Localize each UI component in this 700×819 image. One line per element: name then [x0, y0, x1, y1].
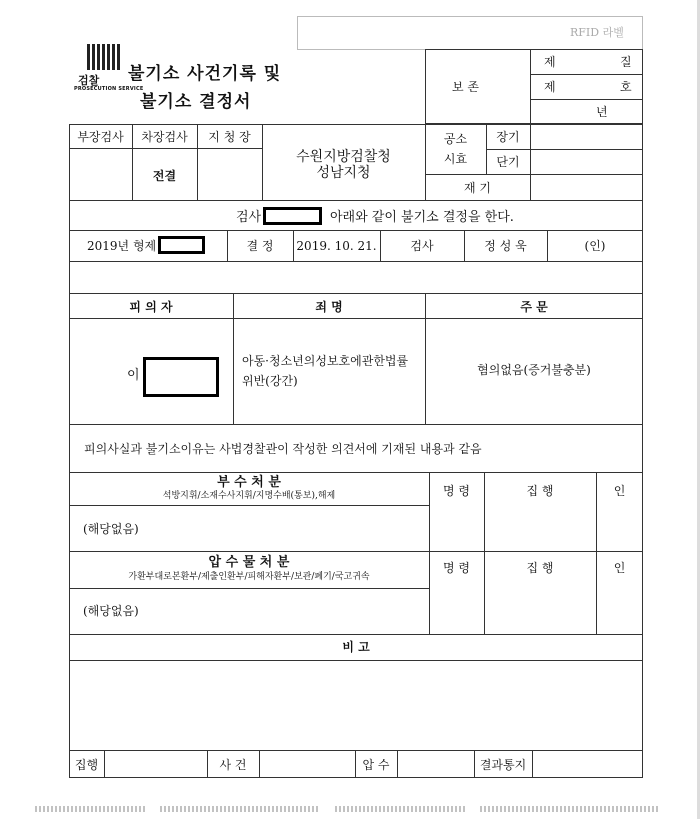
preservation-row2-right: 호	[620, 80, 632, 94]
office-name-line2: 성남지청	[316, 165, 371, 181]
decision-suffix: 아래와 같이 불기소 결정을 한다.	[330, 210, 514, 225]
case-number-prefix: 2019년 형제	[87, 239, 157, 253]
approval-header-deputy: 차장검사	[141, 130, 188, 144]
approval-header-branch: 지 청 장	[208, 130, 251, 144]
scan-artifact	[35, 806, 145, 812]
approval-header-chief: 부장검사	[77, 130, 124, 144]
prosecutor-seal: (인)	[584, 239, 606, 253]
prosecutor-name: 정 성 욱	[484, 239, 527, 253]
document-title-line1: 불기소 사건기록 및	[128, 64, 282, 84]
incidental-col-order: 명 령	[443, 484, 470, 498]
office-name-line1: 수원지방검찰청	[296, 149, 391, 165]
charge-line1: 아동·청소년의성보호에관한법률	[242, 354, 409, 368]
decision-date: 2019. 10. 21.	[296, 239, 377, 253]
header-charge: 죄 명	[315, 300, 343, 314]
seized-content: (해당없음)	[83, 604, 139, 618]
seized-title: 압 수 물 처 분	[208, 555, 290, 570]
prosecutor-redaction	[263, 207, 322, 225]
facts-note: 피의사실과 불기소이유는 사법경찰관이 작성한 의견서에 기재된 내용과 같음	[84, 442, 482, 456]
incidental-title: 부 수 처 분	[217, 475, 281, 490]
footer-result: 결과통지	[479, 758, 527, 772]
footer-seizure: 압 수	[362, 758, 390, 772]
disposition-value: 혐의없음(증거불충분)	[477, 363, 591, 377]
incidental-subtitle: 석방지휘/소재수사지휘/지명수배(통보),해제	[162, 491, 336, 501]
seized-col-seal: 인	[613, 561, 626, 575]
statute-short: 단기	[496, 155, 520, 169]
footer-case: 사 건	[219, 758, 247, 772]
remarks-title: 비 고	[342, 640, 370, 654]
approval-value-deputy: 전결	[152, 169, 177, 183]
decision-prefix: 검사	[236, 210, 262, 225]
preservation-row3-right: 년	[596, 105, 608, 119]
incidental-col-exec: 집 행	[526, 484, 554, 498]
preservation-row1-left: 제	[544, 55, 556, 69]
document-title-line2: 불기소 결정서	[140, 92, 252, 112]
scan-artifact	[480, 806, 660, 812]
statute-long: 장기	[496, 130, 520, 144]
case-number-redaction	[158, 236, 205, 254]
suspect-name-redaction	[143, 357, 219, 397]
seized-subtitle: 가환부대로본환부/제출인환부/피해자환부/보관/폐기/국고귀속	[128, 572, 370, 582]
prosecution-logo-icon	[87, 44, 121, 70]
scan-artifact	[160, 806, 320, 812]
statute-label-2: 시효	[443, 152, 468, 166]
logo-english: PROSECUTION SERVICE	[74, 86, 144, 92]
footer-exec: 집행	[74, 758, 99, 772]
statute-label-1: 공소	[443, 132, 468, 146]
header-suspect: 피 의 자	[129, 300, 173, 314]
incidental-col-seal: 인	[613, 484, 626, 498]
seized-col-exec: 집 행	[526, 561, 554, 575]
decision-label: 결 정	[246, 239, 274, 253]
seized-col-order: 명 령	[443, 561, 470, 575]
charge-line2: 위반(강간)	[242, 374, 298, 388]
header-disposition: 주 문	[520, 300, 548, 314]
prosecutor-label: 검사	[410, 239, 434, 253]
rfid-label-text: RFID 라벨	[570, 26, 624, 39]
scan-artifact	[335, 806, 465, 812]
logo-korean: 검찰	[78, 74, 100, 87]
incidental-content: (해당없음)	[83, 522, 139, 536]
preservation-row2-left: 제	[544, 80, 556, 94]
preservation-label: 보 존	[452, 80, 479, 94]
suspect-surname: 이	[127, 368, 140, 383]
statute-restart: 재 기	[464, 181, 491, 195]
preservation-row1-right: 질	[620, 55, 632, 69]
